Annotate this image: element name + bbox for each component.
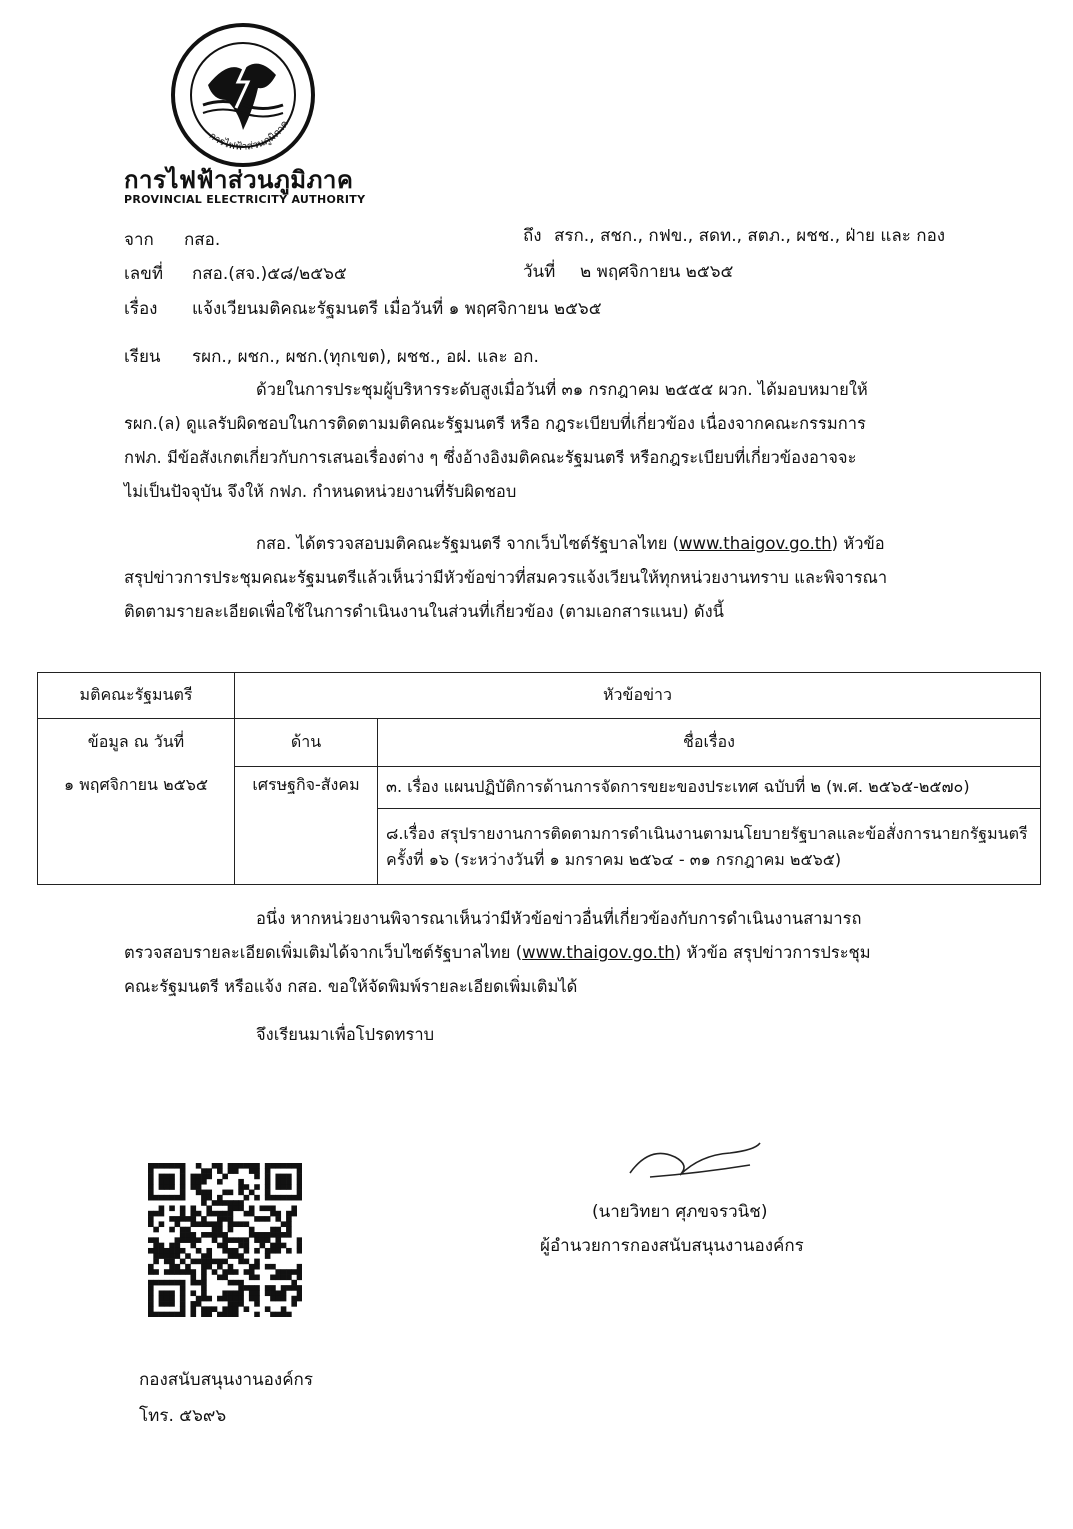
para2-text: กสอ. ได้ตรวจสอบมติคณะรัฐมนตรี จากเว็บไซต์รัฐบาลไทย ( — [256, 534, 680, 553]
closing-line: คณะรัฐมนตรี หรือแจ้ง กสอ. ขอให้จัดพิมพ์รายละเอียดเพิ่มเติมได้ — [124, 977, 578, 996]
from-label: จาก — [124, 230, 154, 250]
thaigov-link[interactable]: www.thaigov.go.th — [522, 943, 675, 962]
seal-text: การไฟฟ้าส่วนภูมิภาค — [206, 118, 292, 153]
closing-line: อนึ่ง หากหน่วยงานพิจารณาเห็นว่ามีหัวข้อข่าวอื่นที่เกี่ยวข้องกับการดำเนินงานสามารถ — [256, 909, 862, 928]
table-row — [378, 767, 1041, 809]
cabinet-resolution-table — [37, 672, 1041, 885]
aspect-value: เศรษฐกิจ-สังคม — [235, 767, 378, 885]
subject-value: แจ้งเวียนมติคณะรัฐมนตรี เมื่อวันที่ ๑ พฤศจิกายน ๒๕๖๕ — [192, 299, 602, 319]
title-header: ชื่อเรื่อง — [378, 719, 1041, 767]
svg-text:การไฟฟ้าส่วนภูมิภาค — [207, 119, 291, 153]
footer-phone: โทร. ๕๖๙๖ — [139, 1406, 227, 1426]
org-name-en: PROVINCIAL ELECTRICITY AUTHORITY — [124, 193, 366, 206]
sign-off: จึงเรียนมาเพื่อโปรดทราบ — [256, 1025, 435, 1044]
closing-text: ตรวจสอบรายละเอียดเพิ่มเติมได้จากเว็บไซต์รัฐบาลไทย ( — [124, 943, 523, 962]
pea-seal-logo — [168, 20, 318, 170]
from-value: กสอ. — [184, 230, 221, 250]
paragraph-2 — [124, 527, 1004, 629]
table-row — [378, 809, 1041, 885]
closing-paragraph — [124, 902, 1004, 1004]
attention-value: รผก., ผชก., ผชก.(ทุกเขต), ผชช., อฝ. และ อก. — [192, 347, 539, 367]
number-label: เลขที่ — [124, 264, 164, 284]
signatory-position: ผู้อำนวยการกองสนับสนุนงานองค์กร — [540, 1236, 804, 1256]
closing-text: ) หัวข้อ สรุปข่าวการประชุม — [674, 943, 871, 962]
thaigov-link[interactable]: www.thaigov.go.th — [679, 534, 832, 553]
left-header-3: ๑ พฤศจิกายน ๒๕๖๕ — [38, 767, 235, 885]
subject-label: เรื่อง — [124, 299, 158, 319]
handwritten-signature — [620, 1135, 770, 1185]
to-value: สรก., สชก., กฟข., สดท., สตภ., ผชช., ฝ่าย และ กอง — [554, 226, 946, 246]
para1-line: ไม่เป็นปัจจุบัน จึงให้ กฟภ. กำหนดหน่วยงานที่รับผิดชอบ — [124, 482, 517, 501]
para2-text: ) หัวข้อ — [831, 534, 885, 553]
para2-line: ติดตามรายละเอียดเพื่อใช้ในการดำเนินงานในส่วนที่เกี่ยวข้อง (ตามเอกสารแนบ) ดังนี้ — [124, 602, 724, 621]
left-header-2: ข้อมูล ณ วันที่ — [38, 719, 235, 767]
signatory-name: (นายวิทยา ศุภขจรวนิช) — [592, 1202, 768, 1222]
date-label: วันที่ — [523, 262, 556, 282]
aspect-header: ด้าน — [235, 719, 378, 767]
number-value: กสอ.(สจ.)๕๘/๒๕๖๕ — [192, 264, 347, 284]
to-label: ถึง — [523, 226, 542, 246]
paragraph-1 — [124, 373, 1004, 509]
para2-line: สรุปข่าวการประชุมคณะรัฐมนตรีแล้วเห็นว่ามีหัวข้อข่าวที่สมควรแจ้งเวียนให้ทุกหน่วยงานทราบ และพิจารณา — [124, 568, 888, 587]
qr-code[interactable] — [148, 1163, 302, 1317]
news-title-line: ๓. เรื่อง แผนปฏิบัติการด้านการจัดการขยะของประเทศ ฉบับที่ ๒ (พ.ศ. ๒๕๖๕-๒๕๗๐) — [386, 777, 970, 796]
attention-label: เรียน — [124, 347, 161, 367]
news-title-line: ๘.เรื่อง สรุปรายงานการติดตามการดำเนินงานตามนโยบายรัฐบาลและข้อสั่งการนายกรัฐมนตรี — [386, 823, 1028, 843]
news-header: หัวข้อข่าว — [235, 673, 1041, 719]
para1-line: รผก.(ล) ดูแลรับผิดชอบในการติดตามมติคณะรัฐมนตรี หรือ กฎระเบียบที่เกี่ยวข้อง เนื่องจากคณะกรรมการ — [124, 414, 866, 433]
news-title-line: ครั้งที่ ๑๖ (ระหว่างวันที่ ๑ มกราคม ๒๕๖๔ - ๓๑ กรกฎาคม ๒๕๖๕) — [386, 849, 842, 869]
date-value: ๒ พฤศจิกายน ๒๕๖๕ — [580, 262, 734, 282]
para1-line: ด้วยในการประชุมผู้บริหารระดับสูงเมื่อวันที่ ๓๑ กรกฎาคม ๒๕๕๕ ผวก. ได้มอบหมายให้ — [256, 380, 868, 399]
para1-line: กฟภ. มีข้อสังเกตเกี่ยวกับการเสนอเรื่องต่าง ๆ ซึ่งอ้างอิงมติคณะรัฐมนตรี หรือกฎระเบียบที่เกี่ยวข้องอาจจะ — [124, 448, 857, 467]
footer-department: กองสนับสนุนงานองค์กร — [139, 1370, 313, 1390]
left-header-1: มติคณะรัฐมนตรี — [38, 673, 235, 719]
org-name-th: การไฟฟ้าส่วนภูมิภาค — [124, 166, 354, 194]
